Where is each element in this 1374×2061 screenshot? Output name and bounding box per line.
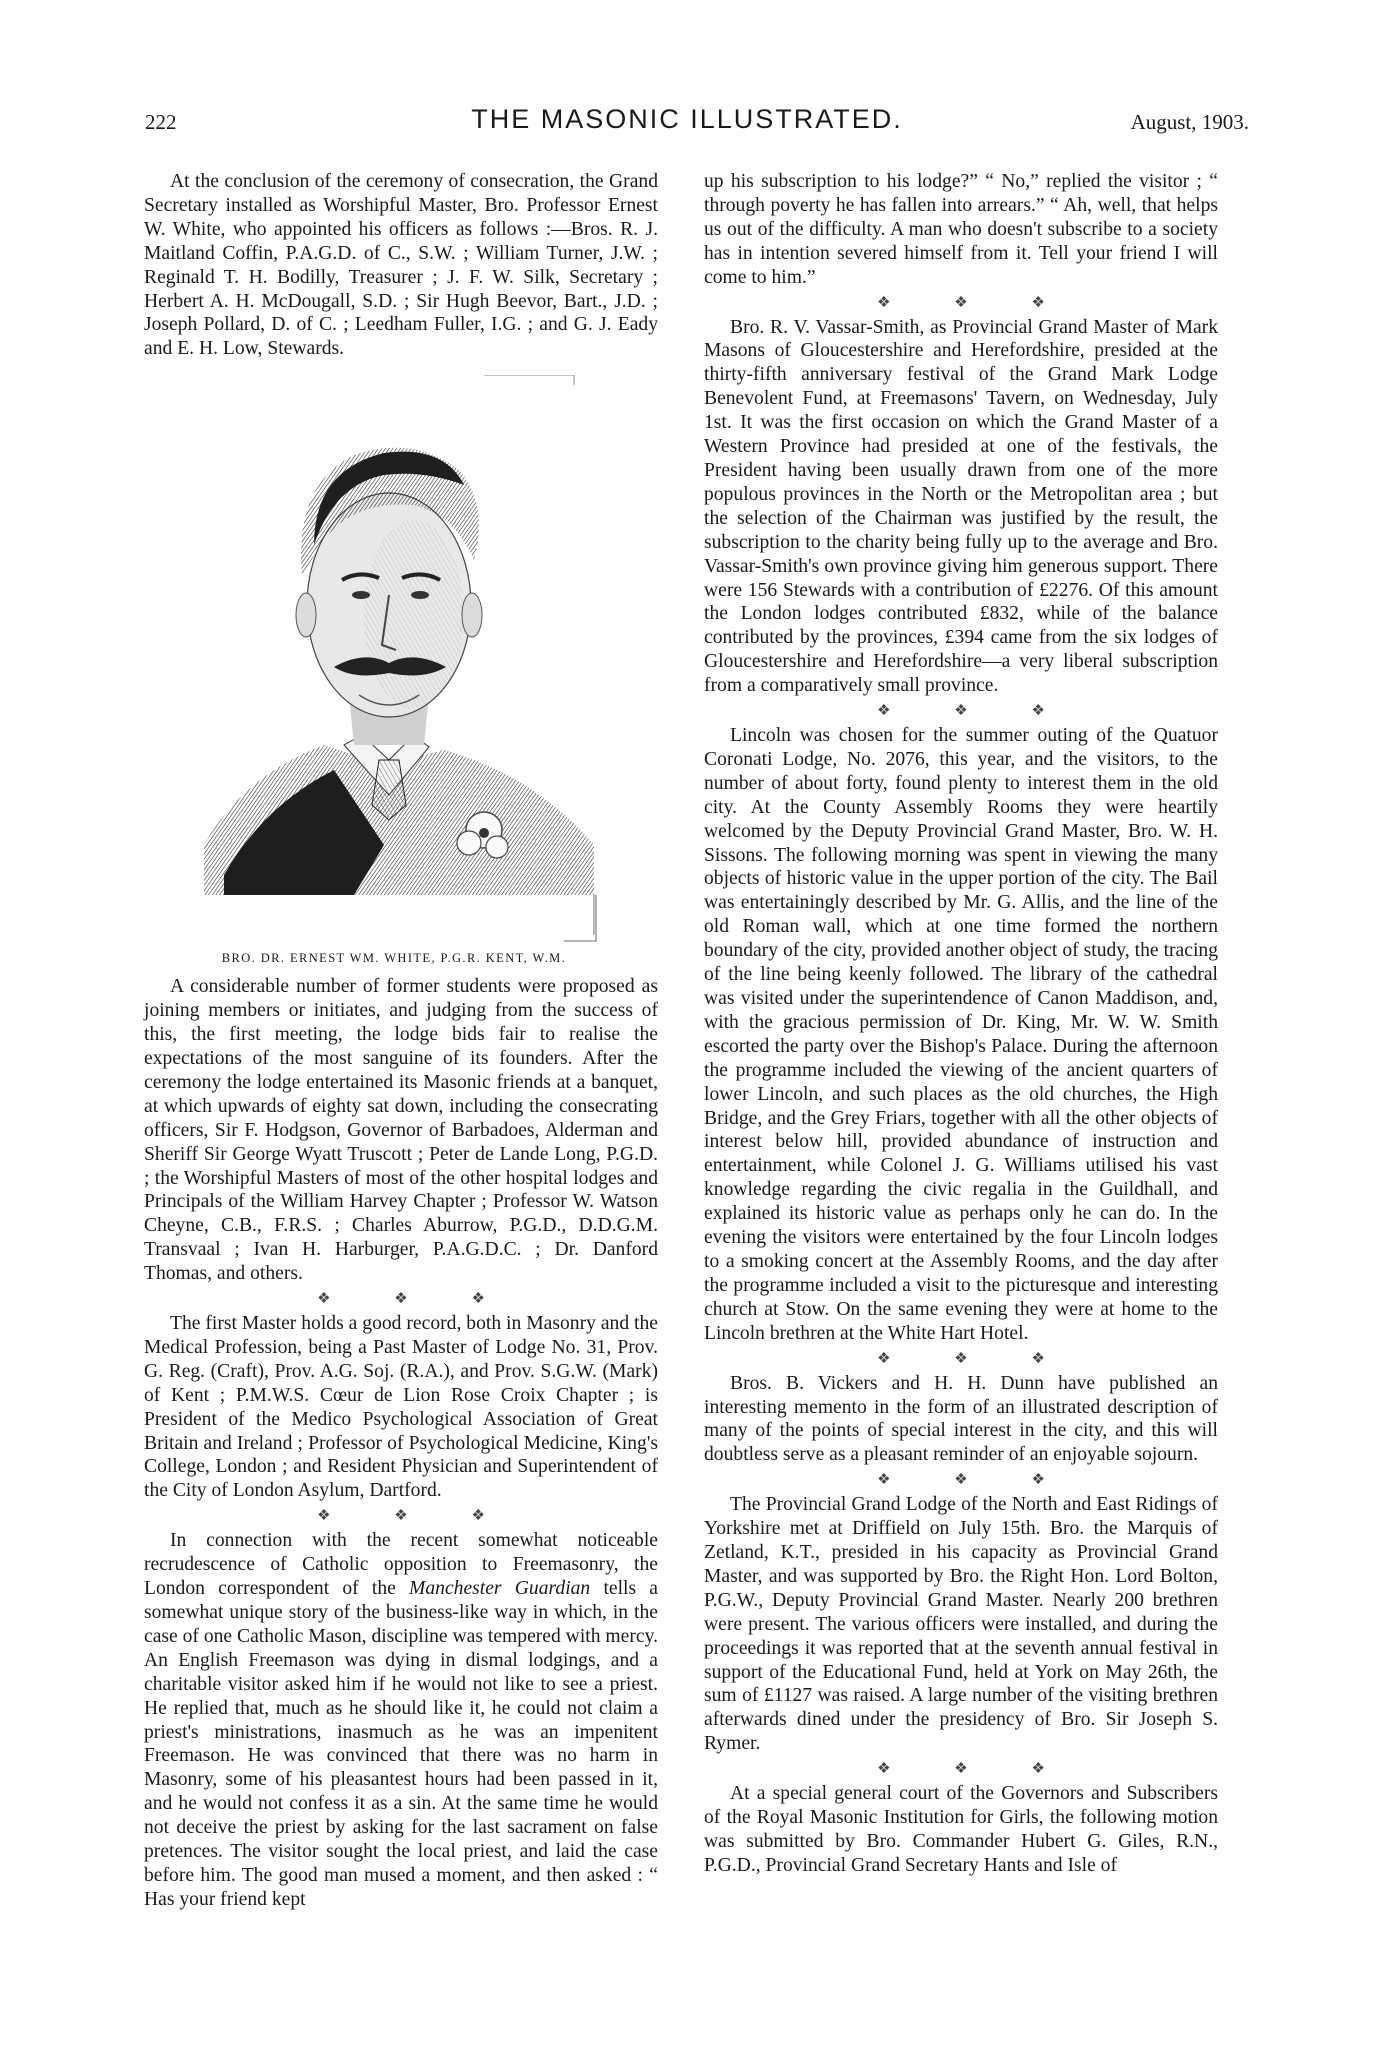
memento-paragraph: Bros. B. Vickers and H. H. Dunn have published an interesting memento in the form of an illustrated description of many of the points of special interest in the city, and this will doubtless serve as a pleasant reminder of an enjoyable sojourn.: [704, 1372, 1218, 1466]
section-ornament: ❖ ❖ ❖: [877, 1472, 1075, 1489]
story-text-end: tells a somewhat unique story of the business-like way in which, in the case of one Catholic Mason, discipline was tempered with mercy. An English Freemason was dying in dismal lodgings, and a charitable visitor asked him if he would not like to see a priest. He replied that, much as he should like it, he could not claim a priest's ministrations, inasmuch as he was an impenitent Freemason. He was convinced that there was no harm in Masonry, some of his pleasantest hours had been passed in it, and he would not confess it as a sin. At the same time he would not deceive the priest by asking for the last sacrament on false pretences. The visitor sought the local priest, and laid the case before him. The good man mused a moment, and then asked : “ Has your friend kept: [144, 1578, 659, 1910]
yorkshire-lodge-paragraph: The Provincial Grand Lodge of the North and East Ridings of Yorkshire met at Driffield on July 15th. Bro. the Marquis of Zetland, K.T., presided in his capacity as Provincial Grand Master, and was supported by Bro. the Right Hon. Lord Bolton, P.G.W., Deputy Provincial Grand Master. Nearly 200 brethren were present. The various officers were installed, and during the proceedings it was reported that at the seventh annual festival in support of the Educational Fund, held at York on May 26th, the sum of £1127 was raised. A large number of the visiting brethren afterwards dined under the presidency of Bro. Sir Joseph S. Rymer.: [704, 1494, 1218, 1755]
portrait-engraving: [184, 375, 604, 943]
issue-date: August, 1903.: [1130, 110, 1249, 134]
first-master-paragraph: The first Master holds a good record, both in Masonry and the Medical Profession, being a Past Master of Lodge No. 31, Prov. G. Reg. (Craft), Prov. A.G. Soj. (R.A.), and Prov. S.G.W. (Mark) of Kent ; P.M.W.S. Cœur de Lion Rose Croix Chapter ; is President of the Medico Psychological Association of Great Britain and Ireland ; Professor of Psychological Medicine, King's College, London ; and Resident Physician and Superintendent of the City of London Asylum, Dartford.: [144, 1313, 658, 1502]
page-number: 222: [145, 110, 177, 134]
section-ornament: ❖ ❖ ❖: [317, 1291, 515, 1308]
catholic-story-paragraph: [144, 1529, 658, 1912]
left-column: [144, 170, 658, 1912]
right-column: [704, 170, 1218, 1878]
mark-festival-paragraph: Bro. R. V. Vassar-Smith, as Provincial Grand Master of Mark Masons of Gloucestershire and Herefordshire, presided at the thirty-fifth anniversary festival of the Grand Mark Lodge Benevolent Fund, at Freemasons' Tavern, on Wednesday, July 1st. It was the first occasion on which the Grand Master of a Western Province had presided at one of the festivals, the President having been usually drawn from one of the more populous provinces in the North or the Metropolitan area ; but the selection of the Chairman was justified by the result, the subscription to the charity being fully up to the average and Bro. Vassar-Smith's own province giving him generous support. There were 156 Stewards with a contribution of £2276. Of this amount the London lodges contributed £832, while of the balance contributed by the provinces, £394 came from the six lodges of Gloucestershire and Herefordshire—a very liberal subscription from a comparatively small province.: [704, 316, 1218, 697]
masthead-title: THE MASONIC ILLUSTRATED.: [471, 104, 903, 134]
section-ornament: ❖ ❖ ❖: [877, 703, 1075, 720]
portrait-figure: [144, 375, 658, 975]
girls-institution-paragraph: At a special general court of the Governors and Subscribers of the Royal Masonic Institution for Girls, the following motion was submitted by Bro. Commander Hubert G. Giles, R.N., P.G.D., Provincial Grand Secretary Hants and Isle of: [704, 1783, 1218, 1876]
lincoln-outing-paragraph: Lincoln was chosen for the summer outing of the Quatuor Coronati Lodge, No. 2076, this year, and the visitors, to the number of about forty, found plenty to interest them in the old city. At the County Assembly Rooms they were heartily welcomed by the Deputy Provincial Grand Master, Bro. W. H. Sissons. The following morning was spent in viewing the many objects of historic value in the upper portion of the city. The Bail was entertainingly described by Mr. G. Allis, and the line of the old Roman wall, which at one time formed the northern boundary of the city, provided another object of study, the tracing of the line being keenly followed. The library of the cathedral was visited under the superintendence of Canon Maddison, and, with the gracious permission of Dr. King, Mr. W. W. Smith escorted the party over the Bishop's Palace. During the afternoon the programme included the viewing of the ancient quarters of lower Lincoln, and such places as the old churches, the High Bridge, and the Grey Friars, together with all the other objects of interest below hill, provided abundance of instruction and entertainment, while Colonel J. G. Williams utilised his vast knowledge regarding the civic regalia in the Guildhall, and explained its historic value as perhaps only he can do. In the evening the visitors were entertained by the four Lincoln lodges to a smoking concert at the Assembly Rooms, and the day after the programme included a visit to the picturesque and interesting church at Stow. On the same evening they were at home to the Lincoln brethren at the White Hart Hotel.: [704, 725, 1218, 1344]
portrait-caption: BRO. DR. ERNEST WM. WHITE, P.G.R. KENT, W.M.: [221, 951, 567, 966]
section-ornament: ❖ ❖ ❖: [877, 1761, 1075, 1778]
banquet-paragraph: A considerable number of former students were proposed as joining members or initiates, and judging from the success of this, the first meeting, the lodge bids fair to realise the expectations of the most sanguine of its founders. After the ceremony the lodge entertained its Masonic friends at a banquet, at which upwards of eighty sat down, including the consecrating officers, Sir F. Hodgson, Governor of Barbadoes, Alderman and Sheriff Sir George Wyatt Truscott ; Peter de Lande Long, P.G.D. ; the Worshipful Masters of most of the other hospital lodges and Principals of the William Harvey Chapter ; Professor W. Watson Cheyne, C.B., F.R.S. ; Charles Aburrow, P.G.D., D.D.G.M. Transvaal ; Ivan H. Harburger, P.A.G.D.C. ; Dr. Danford Thomas, and others.: [144, 976, 658, 1285]
section-ornament: ❖ ❖ ❖: [877, 294, 1075, 311]
page-header: [0, 104, 1374, 144]
section-ornament: ❖ ❖ ❖: [317, 1508, 515, 1525]
story-continuation-paragraph: up his subscription to his lodge?” “ No,” replied the visitor ; “ through poverty he has fallen into arrears.” “ Ah, well, that helps us out of the difficulty. A man who doesn't subscribe to a society has in intention severed himself from it. Tell your friend I will come to him.”: [704, 171, 1218, 288]
story-text-start: In connection with the recent somewhat noticeable recrudescence of Catholic opposition to Freemasonry, the London correspondent of the: [144, 1530, 658, 1600]
consecration-paragraph: At the conclusion of the ceremony of consecration, the Grand Secretary installed as Worshipful Master, Bro. Professor Ernest W. White, who appointed his officers as follows :—Bros. R. J. Maitland Coffin, P.A.G.D. of C., S.W. ; William Turner, J.W. ; Reginald T. H. Bodilly, Treasurer ; J. F. W. Silk, Secretary ; Herbert A. H. McDougall, S.D. ; Sir Hugh Beevor, Bart., J.D. ; Joseph Pollard, D. of C. ; Leedham Fuller, I.G. ; and G. J. Eady and E. H. Low, Stewards.: [144, 171, 658, 360]
newspaper-title: Manchester Guardian: [409, 1578, 591, 1600]
section-ornament: ❖ ❖ ❖: [877, 1350, 1075, 1367]
